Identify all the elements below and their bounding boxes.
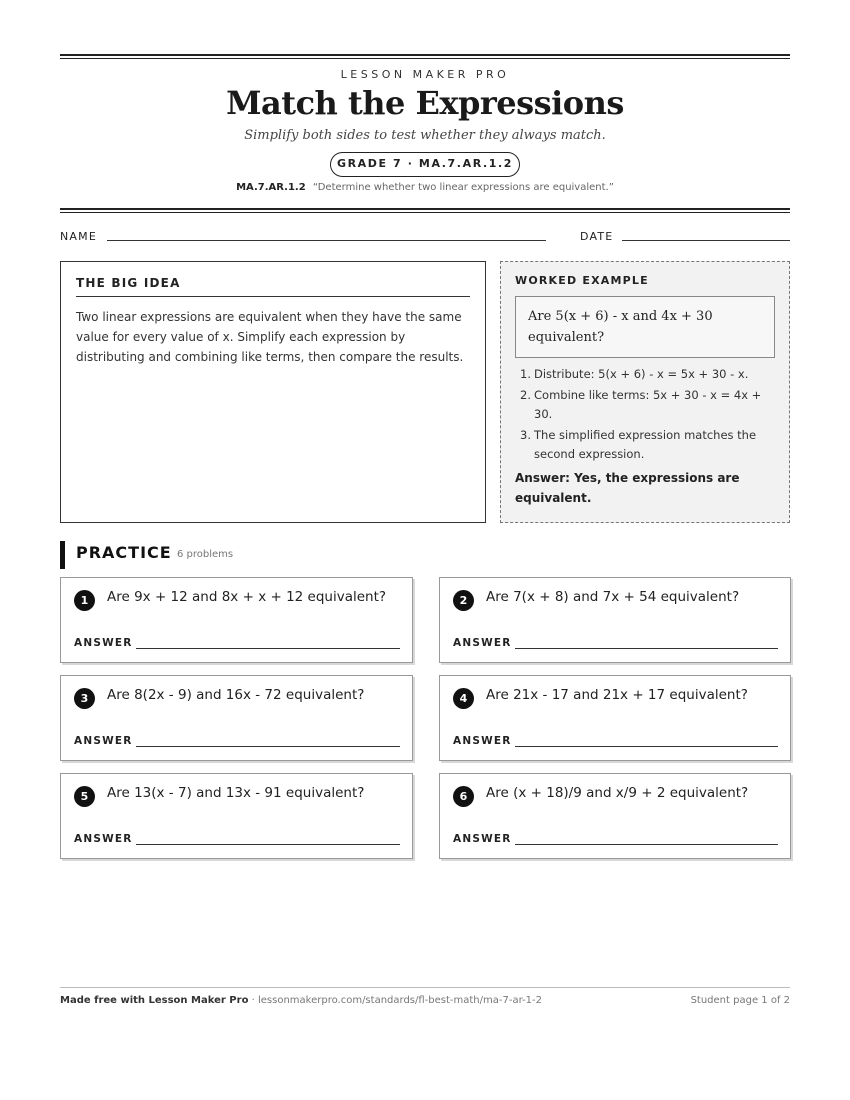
worked-example-answer: Answer: Yes, the expressions are equivalent. (515, 471, 740, 505)
problem-card (439, 773, 791, 859)
big-idea-box (60, 261, 486, 523)
footer-credit (60, 995, 542, 1006)
standard-description: “Determine whether two linear expressions are equivalent.” (312, 182, 614, 193)
worked-example-box (500, 261, 790, 523)
name-label: NAME (60, 230, 97, 243)
problem-question: Are 13(x - 7) and 13x - 91 equivalent? (107, 785, 365, 801)
name-field[interactable] (107, 240, 546, 241)
practice-accent-bar (60, 541, 65, 569)
problem-card (439, 577, 791, 663)
page-title: Match the Expressions (226, 84, 624, 122)
answer-field[interactable] (136, 648, 400, 649)
problem-number-badge: 5 (74, 786, 95, 807)
step-number: 1. (520, 367, 531, 381)
worked-step (515, 426, 775, 464)
step-number: 3. (520, 428, 531, 442)
problem-question: Are 9x + 12 and 8x + x + 12 equivalent? (107, 589, 387, 605)
problem-question: Are (x + 18)/9 and x/9 + 2 equivalent? (486, 785, 749, 801)
step-text: The simplified expression matches the second expression. (534, 428, 757, 461)
worked-example-title: WORKED EXAMPLE (515, 274, 649, 287)
problem-card (439, 675, 791, 761)
problem-number-badge: 6 (453, 786, 474, 807)
date-label: DATE (580, 230, 614, 243)
worked-example-steps (515, 365, 775, 464)
answer-field[interactable] (136, 844, 400, 845)
header-bottom-rule (60, 208, 790, 213)
problem-question: Are 21x - 17 and 21x + 17 equivalent? (486, 687, 748, 703)
answer-label: ANSWER (74, 637, 133, 649)
big-idea-title: THE BIG IDEA (76, 276, 470, 297)
problem-question: Are 8(2x - 9) and 16x - 72 equivalent? (107, 687, 365, 703)
problem-card (60, 577, 413, 663)
footer-made-with: Made free with Lesson Maker Pro (60, 995, 249, 1006)
page-subtitle: Simplify both sides to test whether they always match. (244, 128, 606, 143)
standard-line (60, 182, 790, 193)
answer-label: ANSWER (453, 833, 512, 845)
answer-field[interactable] (136, 746, 400, 747)
worked-example-question: Are 5(x + 6) - x and 4x + 30 equivalent? (515, 296, 775, 358)
step-number: 2. (520, 388, 531, 402)
answer-field[interactable] (515, 648, 778, 649)
footer-rule (60, 987, 790, 988)
header-top-rule (60, 54, 790, 59)
problem-number-badge: 2 (453, 590, 474, 611)
answer-label: ANSWER (453, 637, 512, 649)
step-text: Distribute: 5(x + 6) - x = 5x + 30 - x. (534, 367, 749, 381)
problem-number-badge: 3 (74, 688, 95, 709)
problem-card (60, 773, 413, 859)
practice-count: 6 problems (177, 549, 234, 560)
problem-number-badge: 4 (453, 688, 474, 709)
problem-number-badge: 1 (74, 590, 95, 611)
worked-step (515, 365, 775, 384)
answer-label: ANSWER (453, 735, 512, 747)
date-field[interactable] (622, 240, 790, 241)
brand-name: LESSON MAKER PRO (340, 68, 510, 81)
footer-page-number: Student page 1 of 2 (690, 995, 790, 1006)
problem-card (60, 675, 413, 761)
answer-label: ANSWER (74, 735, 133, 747)
footer-url[interactable]: · lessonmakerpro.com/standards/fl-best-math/ma-7-ar-1-2 (248, 995, 543, 1006)
practice-title: PRACTICE (76, 543, 172, 562)
standard-code: MA.7.AR.1.2 (236, 182, 306, 193)
big-idea-body: Two linear expressions are equivalent when they have the same value for every value of x. Simplify each expression by distributing and combining like terms, then compare the results. (76, 310, 464, 364)
answer-label: ANSWER (74, 833, 133, 845)
step-text: Combine like terms: 5x + 30 - x = 4x + 30. (534, 388, 762, 421)
problem-question: Are 7(x + 8) and 7x + 54 equivalent? (486, 589, 740, 605)
worksheet-page (60, 0, 790, 1100)
answer-field[interactable] (515, 844, 778, 845)
worked-step (515, 386, 775, 424)
answer-field[interactable] (515, 746, 778, 747)
grade-badge: GRADE 7 · MA.7.AR.1.2 (330, 152, 520, 177)
